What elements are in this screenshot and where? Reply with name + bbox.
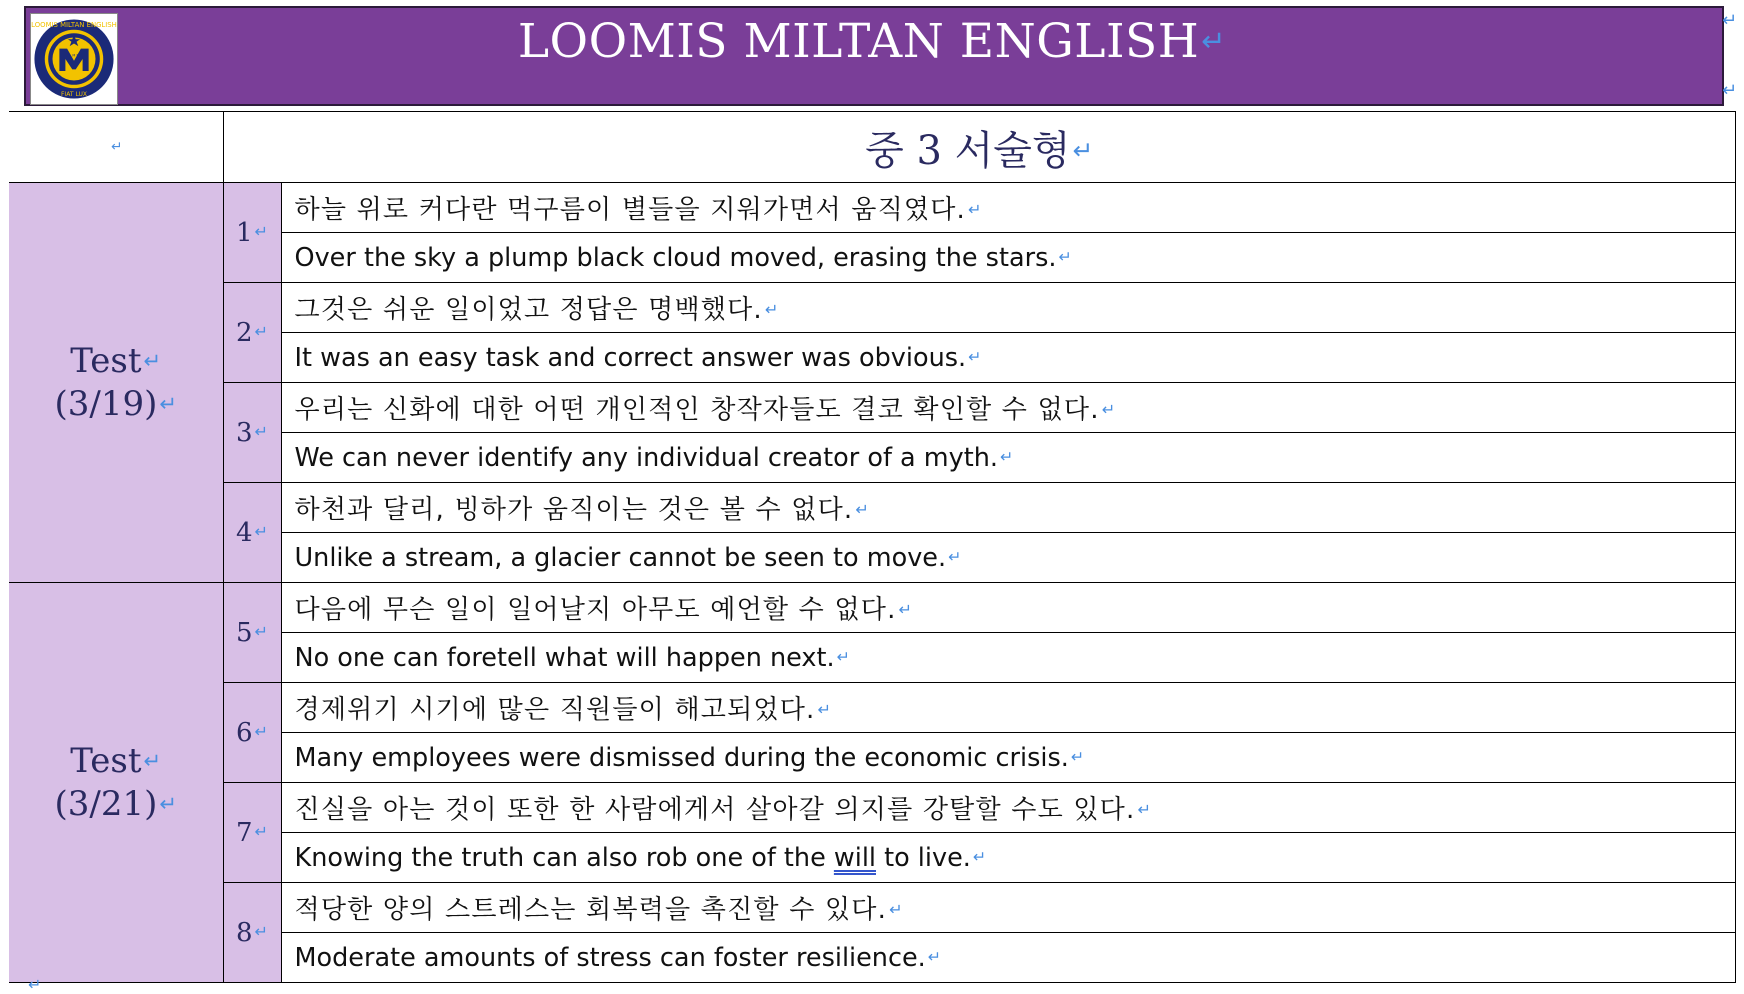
return-mark-icon: ↵ [1058,247,1072,267]
item-number-text: 5 [235,617,253,648]
item-number [223,183,281,283]
item-number [223,883,281,983]
english-sentence-text-end: to live. [876,842,971,873]
return-mark-icon: ↵ [1137,799,1153,819]
item-number-text: 1 [235,217,253,248]
return-mark-icon: ↵ [889,899,904,919]
korean-sentence [281,283,1736,333]
korean-sentence-text: 하늘 위로 커다란 먹구름이 별들을 지워가면서 움직였다. [294,195,967,225]
korean-sentence [281,883,1736,933]
test-label: Test [70,741,142,782]
return-mark-icon: ↵ [817,699,833,719]
return-mark-icon: ↵ [999,447,1014,467]
item-number-text: 3 [235,417,253,448]
english-sentence [281,433,1736,483]
korean-sentence-text: 진실을 아는 것이 또한 한 사람에게서 살아갈 의지를 강탈할 수도 있다. [294,795,1136,825]
table-row [9,783,1736,833]
header-empty-cell [9,112,223,183]
korean-sentence-text: 적당한 양의 스트레스는 회복력을 촉진할 수 있다. [294,895,888,925]
return-mark-icon: ↵ [254,822,269,842]
korean-sentence [281,783,1736,833]
table-row [9,683,1736,733]
return-mark-icon: ↵ [764,299,780,319]
return-mark-icon: ↵ [836,647,850,667]
banner-title [0,14,1744,69]
english-sentence-text: Many employees were dismissed during the economic crisis. [294,742,1069,773]
item-number [223,683,281,783]
item-number [223,283,281,383]
item-number-text: 7 [235,817,253,848]
item-number-text: 4 [235,517,253,548]
svg-text:LOOMIS MILTAN ENGLISH: LOOMIS MILTAN ENGLISH [31,21,117,30]
item-number-text: 8 [235,917,253,948]
return-mark-icon: ↵ [254,422,269,442]
korean-sentence-text: 하천과 달리, 빙하가 움직이는 것은 볼 수 없다. [294,495,854,525]
table-header-row [9,112,1736,183]
korean-sentence-text: 우리는 신화에 대한 어떤 개인적인 창작자들도 결코 확인할 수 없다. [294,395,1100,425]
english-sentence [281,333,1736,383]
korean-sentence [281,483,1736,533]
korean-sentence [281,183,1736,233]
table-title [223,112,1736,183]
korean-sentence [281,683,1736,733]
table-row [9,383,1736,433]
return-mark-icon: ↵ [972,847,987,867]
item-number [223,583,281,683]
return-mark-icon: ↵ [948,547,962,567]
return-mark-icon: ↵ [254,222,269,242]
return-mark-icon: ↵ [159,790,178,816]
item-number [223,483,281,583]
korean-sentence [281,583,1736,633]
english-sentence [281,633,1736,683]
return-mark-icon: ↵ [968,347,982,367]
underlined-word: will [833,842,876,873]
return-mark-icon: ↵ [927,947,942,967]
table-title-text: 중 3 서술형 [865,127,1071,174]
test-date: (3/21) [54,783,158,824]
return-mark-icon: ↵ [254,922,269,942]
table-row [9,883,1736,933]
test-date: (3/19) [54,383,158,424]
table-row [9,583,1736,633]
svg-text:FIAT LUX: FIAT LUX [60,90,88,98]
return-mark-icon: ↵ [254,522,269,542]
korean-sentence-text: 경제위기 시기에 많은 직원들이 해고되었다. [294,695,816,725]
return-mark-icon: ↵ [1072,135,1094,165]
korean-sentence-text: 다음에 무슨 일이 일어날지 아무도 예언할 수 없다. [294,595,897,625]
test-label: Test [70,341,142,382]
return-mark-icon: ↵ [855,499,871,519]
return-mark-icon: ↵ [1722,80,1738,101]
korean-sentence-text: 그것은 쉬운 일이었고 정답은 명백했다. [294,295,763,325]
return-mark-icon: ↵ [111,138,123,155]
english-sentence-text: Knowing the truth can also rob one of the [294,842,834,873]
sentence-table [9,111,1736,983]
english-sentence [281,533,1736,583]
return-mark-icon: ↵ [1722,10,1738,31]
item-number-text: 6 [235,717,253,748]
return-mark-icon: ↵ [159,390,178,416]
test-group-1 [9,183,223,583]
return-mark-icon: ↵ [1070,747,1085,767]
return-mark-icon: ↵ [28,975,42,994]
return-mark-icon: ↵ [254,622,269,642]
item-number [223,383,281,483]
banner-title-text: LOOMIS MILTAN ENGLISH [517,14,1200,69]
english-sentence [281,233,1736,283]
english-sentence [281,833,1736,883]
item-number-text: 2 [235,317,253,348]
english-sentence-text: Unlike a stream, a glacier cannot be seen to move. [294,542,947,573]
return-mark-icon: ↵ [254,722,269,742]
table-row [9,483,1736,533]
return-mark-icon: ↵ [968,199,983,219]
english-sentence-text: We can never identify any individual creator of a myth. [294,442,998,473]
return-mark-icon: ↵ [143,748,162,774]
return-mark-icon: ↵ [898,599,914,619]
test-group-2 [9,583,223,983]
english-sentence-text: No one can foretell what will happen next. [294,642,835,673]
return-mark-icon: ↵ [143,348,162,374]
english-sentence-text: Over the sky a plump black cloud moved, erasing the stars. [294,242,1057,273]
english-sentence-text: Moderate amounts of stress can foster resilience. [294,942,926,973]
item-number [223,783,281,883]
english-sentence [281,933,1736,983]
english-sentence-text: It was an easy task and correct answer was obvious. [294,342,967,373]
table-row [9,283,1736,333]
return-mark-icon: ↵ [1201,24,1227,59]
svg-text:L M E: L M E [69,53,79,58]
korean-sentence [281,383,1736,433]
return-mark-icon: ↵ [1101,399,1117,419]
table-row [9,183,1736,233]
english-sentence [281,733,1736,783]
return-mark-icon: ↵ [254,322,269,342]
